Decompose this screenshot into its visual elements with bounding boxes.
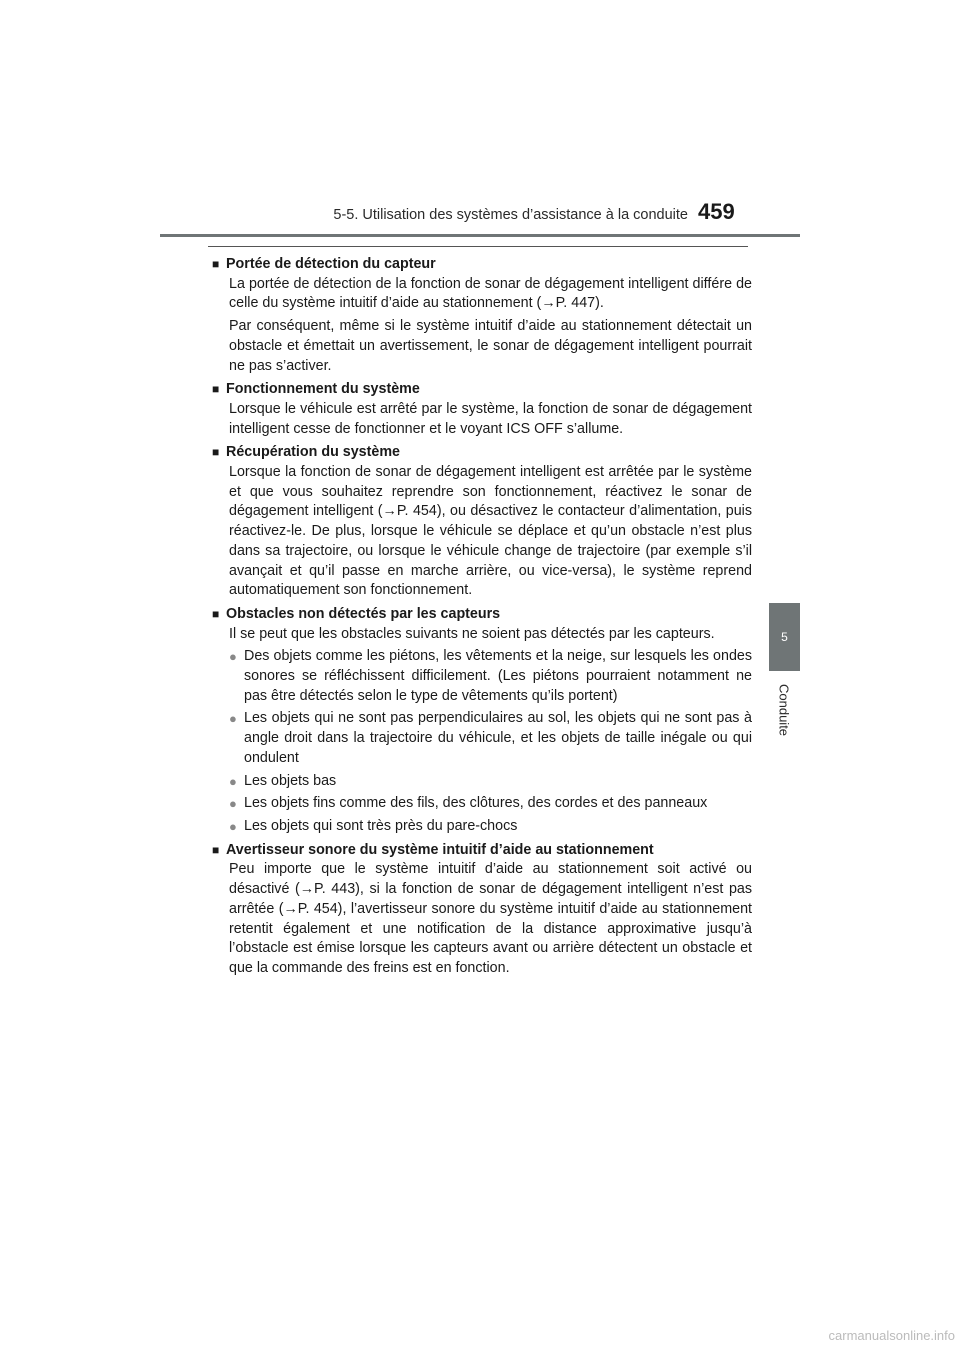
section-marker-icon: ■	[212, 257, 220, 271]
bullet-icon: ●	[229, 773, 237, 789]
section-marker-icon: ■	[212, 382, 220, 397]
section-sensor-range	[212, 255, 752, 376]
bullet-icon: ●	[229, 649, 237, 665]
list-item: ● Les objets qui sont très près du pare-chocs	[229, 817, 752, 837]
paragraph: La portée de détection de la fonction de sonar de dégagement intelligent différe de celle du système intuitif d’aide au stationnement (→P. 447).	[229, 275, 752, 312]
watermark: carmanualsonline.info	[828, 1328, 955, 1343]
section-title: ■ Avertisseur sonore du système intuitif d’aide au stationnement	[212, 841, 752, 861]
chapter-tab-number: 5	[781, 630, 788, 644]
section-marker-icon: ■	[212, 842, 220, 857]
chapter-title: 5-5. Utilisation des systèmes d’assistance à la conduite	[333, 207, 688, 223]
section-system-recovery	[212, 443, 752, 601]
section-title: ■ Fonctionnement du système	[212, 380, 752, 400]
section-marker-icon: ■	[212, 445, 220, 460]
list-item: ● Les objets qui ne sont pas perpendiculaires au sol, les objets qui ne sont pas à angle droit dans la trajectoire du véhicule, et les objets de taille inégale ou qui ondulent	[229, 709, 752, 768]
paragraph: Lorsque la fonction de sonar de dégagement intelligent est arrêtée par le système et que vous souhaitez reprendre son fonctionnement, réactivez le sonar de dégagement intelligent (→P. 454), ou désactivez le contacteur d’alimentation, puis réactivez-le. De plus, lorsque le véhicule se déplace et qu’un obstacle n’est plus dans sa trajectoire, ou lorsque le véhicule change de trajectoire (par exemple s’il avançait et qu’il passe en marche arrière, ou vice-versa), le système reprend automatiquement son fonctionnement.	[229, 464, 752, 599]
section-undetected-obstacles	[212, 605, 752, 837]
content-rule	[208, 246, 748, 247]
section-system-operation	[212, 380, 752, 439]
chapter-tab	[769, 603, 800, 671]
list-item: ● Les objets bas	[229, 772, 752, 792]
bullet-icon: ●	[229, 818, 237, 834]
header-bar	[160, 234, 800, 237]
section-title: ■ Portée de détection du capteur	[212, 255, 752, 275]
chapter-tab-label: Conduite	[776, 683, 792, 737]
list-item: ● Des objets comme les piétons, les vêtements et la neige, sur lesquels les ondes sonores se réfléchissent difficilement. (Les piétons pourraient notamment ne pas être détectés selon le type de vêtements qu’ils portent)	[229, 647, 752, 706]
paragraph: Lorsque le véhicule est arrêté par le système, la fonction de sonar de dégagement intelligent cesse de fonctionner et le voyant ICS OFF s’allume.	[229, 400, 752, 437]
bullet-icon: ●	[229, 796, 237, 812]
page-number: 459	[698, 199, 735, 224]
page-content	[212, 255, 752, 983]
bullet-icon: ●	[229, 711, 237, 727]
paragraph: Peu importe que le système intuitif d’aide au stationnement soit activé ou désactivé (→P. 443), si la fonction de sonar de dégagement intelligent n’est pas arrêtée (→P. 454), l’avertisseur sonore du système intuitif d’aide au stationnement retentit également et une notification de la distance approximative jusqu’à l’obstacle est émise lorsque les capteurs avant ou arrière détectent un obstacle et que la commande des freins est en fonction.	[229, 861, 752, 976]
section-buzzer	[212, 841, 752, 979]
section-title: ■ Obstacles non détectés par les capteurs	[212, 605, 752, 625]
paragraph: Il se peut que les obstacles suivants ne soient pas détectés par les capteurs.	[229, 625, 715, 642]
paragraph: Par conséquent, même si le système intuitif d’aide au stationnement détectait un obstacle et émettait un avertissement, le sonar de dégagement intelligent pourrait ne pas s’activer.	[229, 318, 752, 374]
section-marker-icon: ■	[212, 606, 220, 621]
list-item: ● Les objets fins comme des fils, des clôtures, des cordes et des panneaux	[229, 794, 752, 814]
section-title: ■ Récupération du système	[212, 443, 752, 463]
